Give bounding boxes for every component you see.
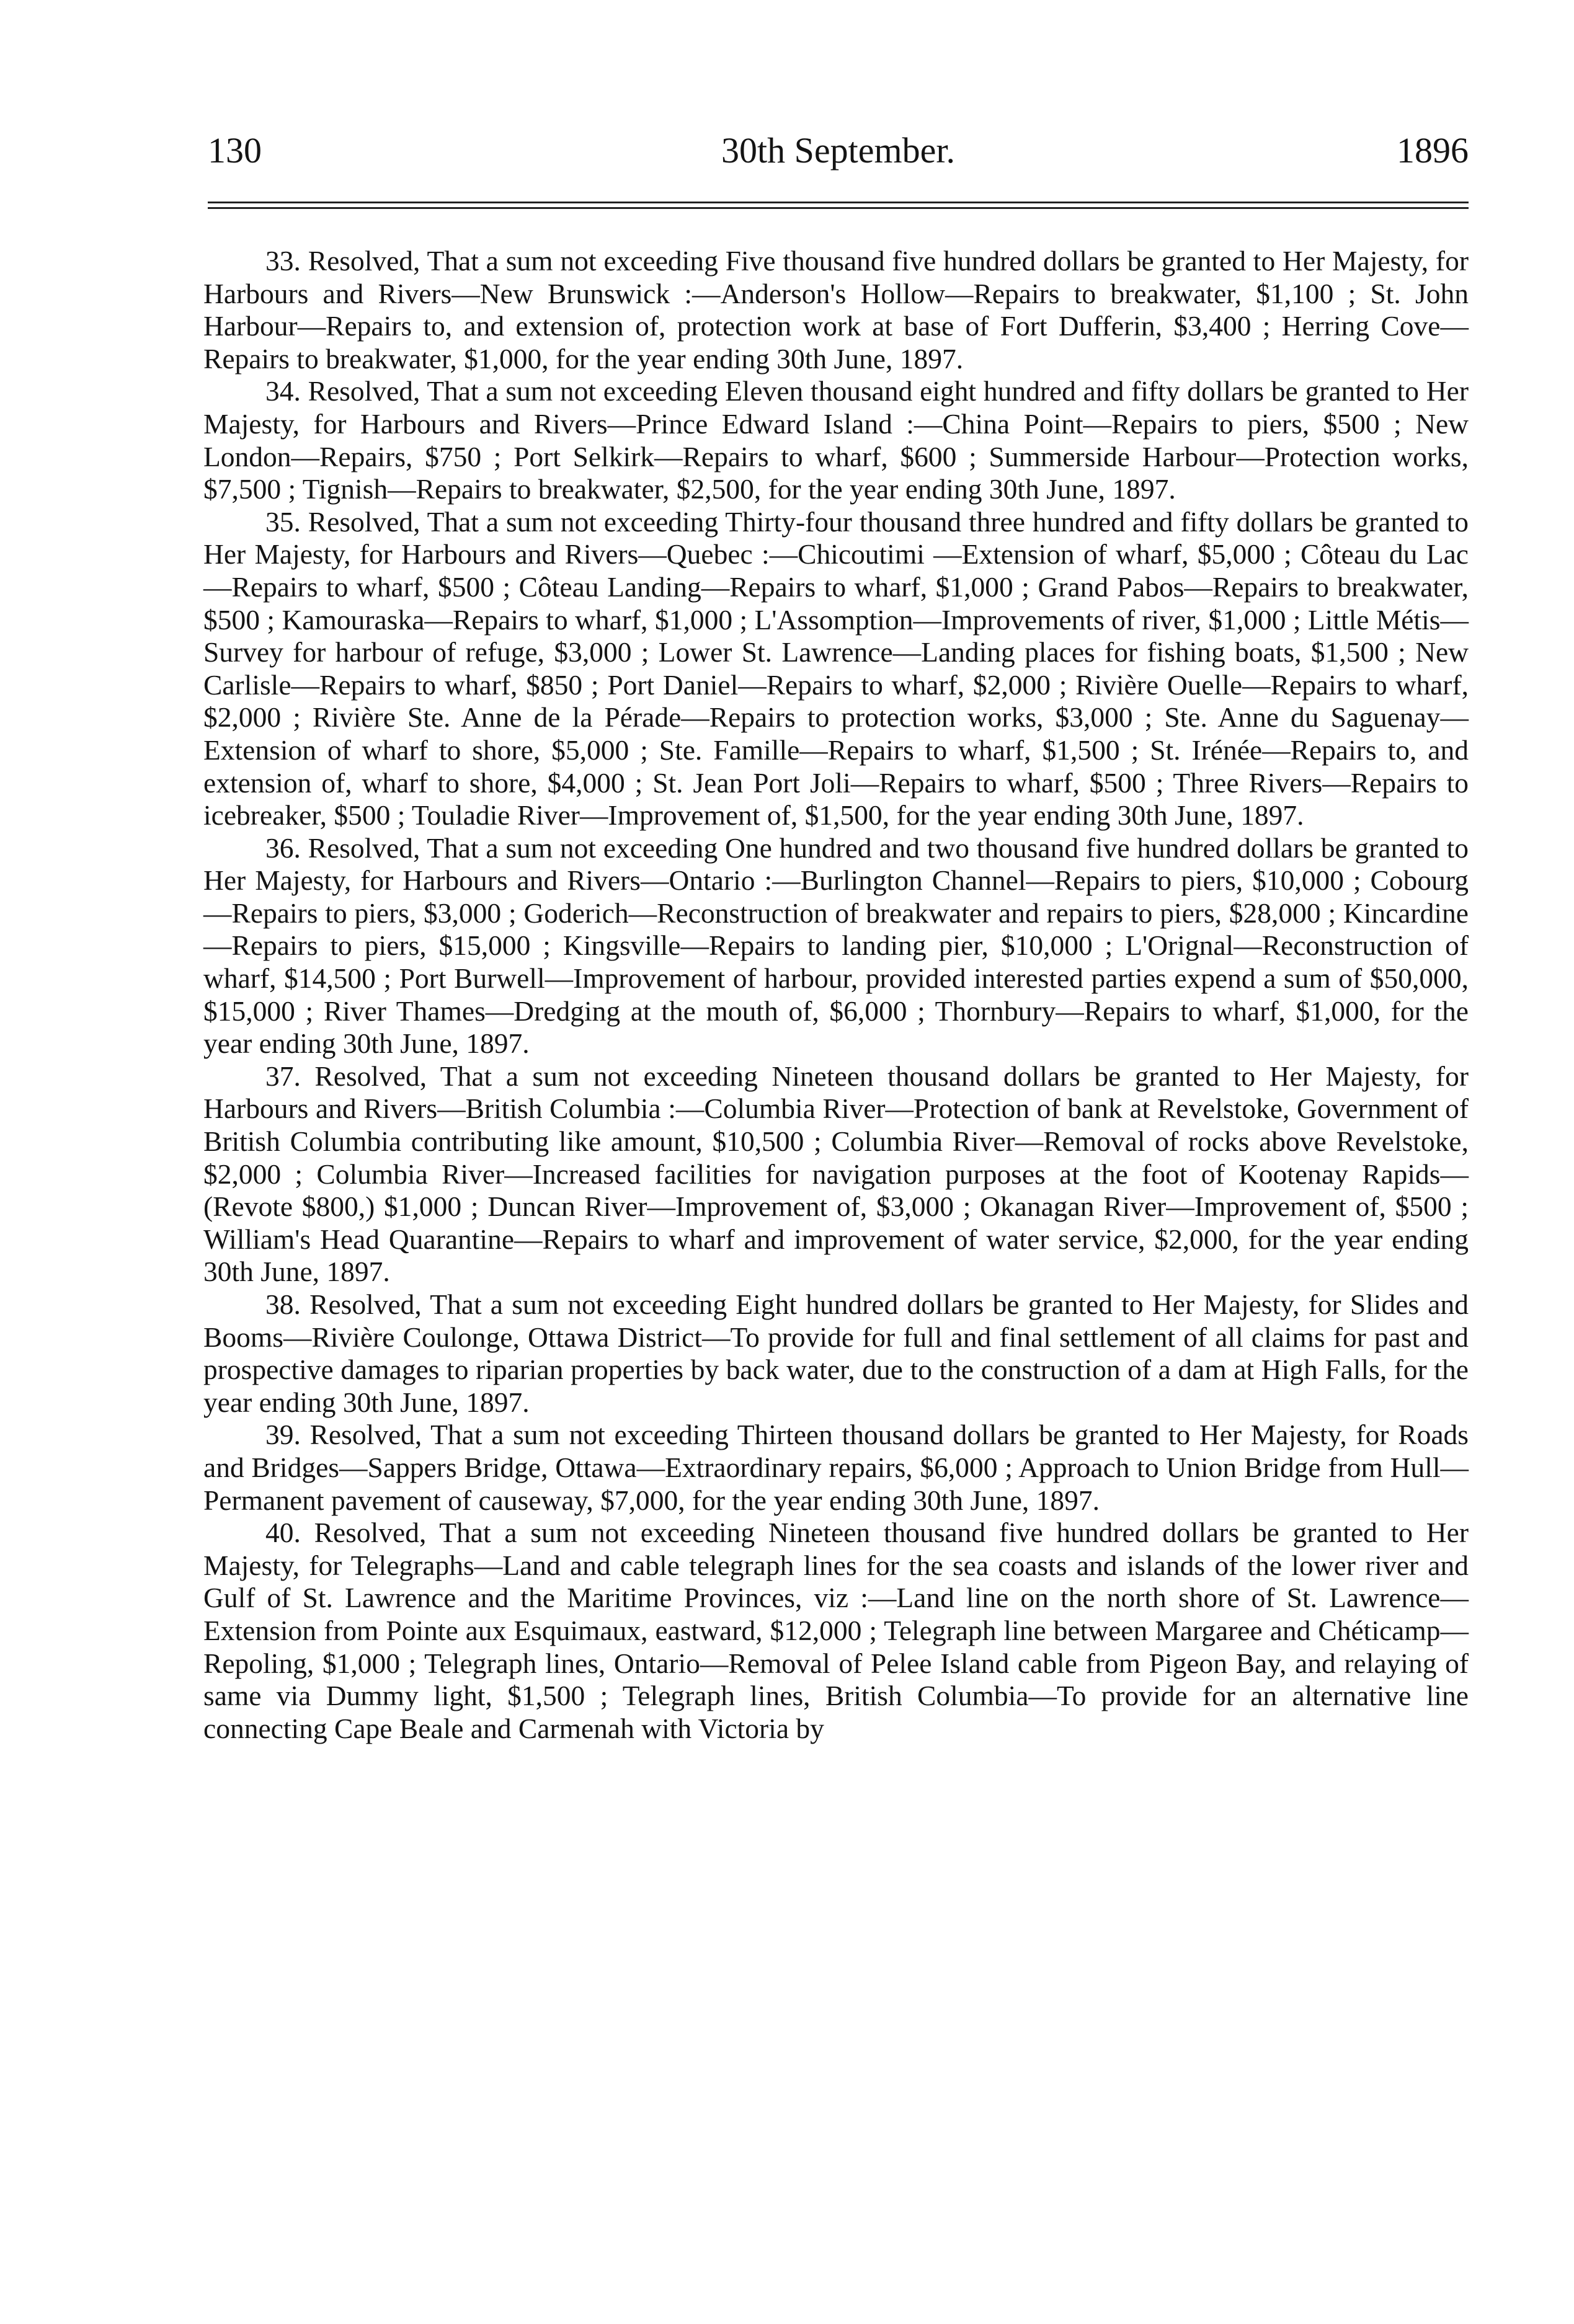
resolution-35: 35. Resolved, That a sum not exceeding Thirty-four thousand three hundred and fifty dollars be granted to Her Majesty, for Harbours and Rivers—Quebec :—Chicoutimi —Extension of wharf, $5,000 ; Côteau du Lac—Repairs to wharf, $500 ; Côteau Landing—Repairs to wharf, $1,000 ; Grand Pabos—Repairs to breakwater, $500 ; Kamouraska—Repairs to wharf, $1,000 ; L'Assomption—Improvements of river, $1,000 ; Little Métis—Survey for harbour of refuge, $3,000 ; Lower St. Lawrence—Landing places for fishing boats, $1,500 ; New Carlisle—Repairs to wharf, $850 ; Port Daniel—Repairs to wharf, $2,000 ; Rivière Ouelle—Repairs to wharf, $2,000 ; Rivière Ste. Anne de la Pérade—Repairs to protection works, $3,000 ; Ste. Anne du Saguenay—Extension of wharf to shore, $5,000 ; Ste. Famille—Repairs to wharf, $1,500 ; St. Irénée—Repairs to, and extension of, wharf to shore, $4,000 ; St. Jean Port Joli—Repairs to wharf, $500 ; Three Rivers—Repairs to icebreaker, $500 ; Touladie River—Improvement of, $1,500, for the year ending 30th June, 1897. xyxy=(203,505,1469,832)
page-header xyxy=(208,127,1469,174)
resolution-33: 33. Resolved, That a sum not exceeding Five thousand five hundred dollars be granted to Her Majesty, for Harbours and Rivers—New Brunswick :—Anderson's Hollow—Repairs to breakwater, $1,100 ; St. John Harbour—Repairs to, and extension of, protection work at base of Fort Dufferin, $3,400 ; Herring Cove—Repairs to breakwater, $1,000, for the year ending 30th June, 1897. xyxy=(203,245,1469,375)
document-body xyxy=(203,245,1469,1745)
resolution-37: 37. Resolved, That a sum not exceeding Nineteen thousand dollars be granted to Her Majesty, for Harbours and Rivers—British Columbia :—Columbia River—Protection of bank at Revelstoke, Government of British Columbia contributing like amount, $10,500 ; Columbia River—Removal of rocks above Revelstoke, $2,000 ; Columbia River—Increased facilities for navigation purposes at the foot of Kootenay Rapids—(Revote $800,) $1,000 ; Duncan River—Improvement of, $3,000 ; Okanagan River—Improvement of, $500 ; William's Head Quarantine—Repairs to wharf and improvement of water service, $2,000, for the year ending 30th June, 1897. xyxy=(203,1060,1469,1288)
header-rule-top xyxy=(208,202,1469,203)
resolution-40: 40. Resolved, That a sum not exceeding Nineteen thousand five hundred dollars be granted to Her Majesty, for Telegraphs—Land and cable telegraph lines for the sea coasts and islands of the lower river and Gulf of St. Lawrence and the Maritime Provinces, viz :—Land line on the north shore of St. Lawrence—Extension from Pointe aux Esquimaux, eastward, $12,000 ; Telegraph line between Margaree and Chéticamp—Repoling, $1,000 ; Telegraph lines, Ontario—Removal of Pelee Island cable from Pigeon Bay, and relaying of same via Dummy light, $1,500 ; Telegraph lines, British Columbia—To provide for an alternative line connecting Cape Beale and Carmenah with Victoria by xyxy=(203,1517,1469,1744)
page-title: 30th September. xyxy=(721,130,955,171)
page-number: 130 xyxy=(208,130,262,171)
resolution-34: 34. Resolved, That a sum not exceeding Eleven thousand eight hundred and fifty dollars be granted to Her Majesty, for Harbours and Rivers—Prince Edward Island :—China Point—Repairs to piers, $500 ; New London—Repairs, $750 ; Port Selkirk—Repairs to wharf, $600 ; Summerside Harbour—Protection works, $7,500 ; Tignish—Repairs to breakwater, $2,500, for the year ending 30th June, 1897. xyxy=(203,375,1469,505)
resolution-38: 38. Resolved, That a sum not exceeding Eight hundred dollars be granted to Her Majesty, for Slides and Booms—Rivière Coulonge, Ottawa District—To provide for full and final settlement of all claims for past and prospective damages to riparian properties by back water, due to the construction of a dam at High Falls, for the year ending 30th June, 1897. xyxy=(203,1288,1469,1418)
page-year: 1896 xyxy=(1397,130,1469,171)
resolution-36: 36. Resolved, That a sum not exceeding One hundred and two thousand five hundred dollars be granted to Her Majesty, for Harbours and Rivers—Ontario :—Burlington Channel—Repairs to piers, $10,000 ; Cobourg—Repairs to piers, $3,000 ; Goderich—Reconstruction of breakwater and repairs to piers, $28,000 ; Kincardine—Repairs to piers, $15,000 ; Kingsville—Repairs to landing pier, $10,000 ; L'Orignal—Reconstruction of wharf, $14,500 ; Port Burwell—Improvement of harbour, provided interested parties expend a sum of $50,000, $15,000 ; River Thames—Dredging at the mouth of, $6,000 ; Thornbury—Repairs to wharf, $1,000, for the year ending 30th June, 1897. xyxy=(203,832,1469,1060)
resolution-39: 39. Resolved, That a sum not exceeding Thirteen thousand dollars be granted to Her Majesty, for Roads and Bridges—Sappers Bridge, Ottawa—Extraordinary repairs, $6,000 ; Approach to Union Bridge from Hull—Permanent pavement of causeway, $7,000, for the year ending 30th June, 1897. xyxy=(203,1419,1469,1516)
header-rule-bottom xyxy=(208,207,1469,209)
